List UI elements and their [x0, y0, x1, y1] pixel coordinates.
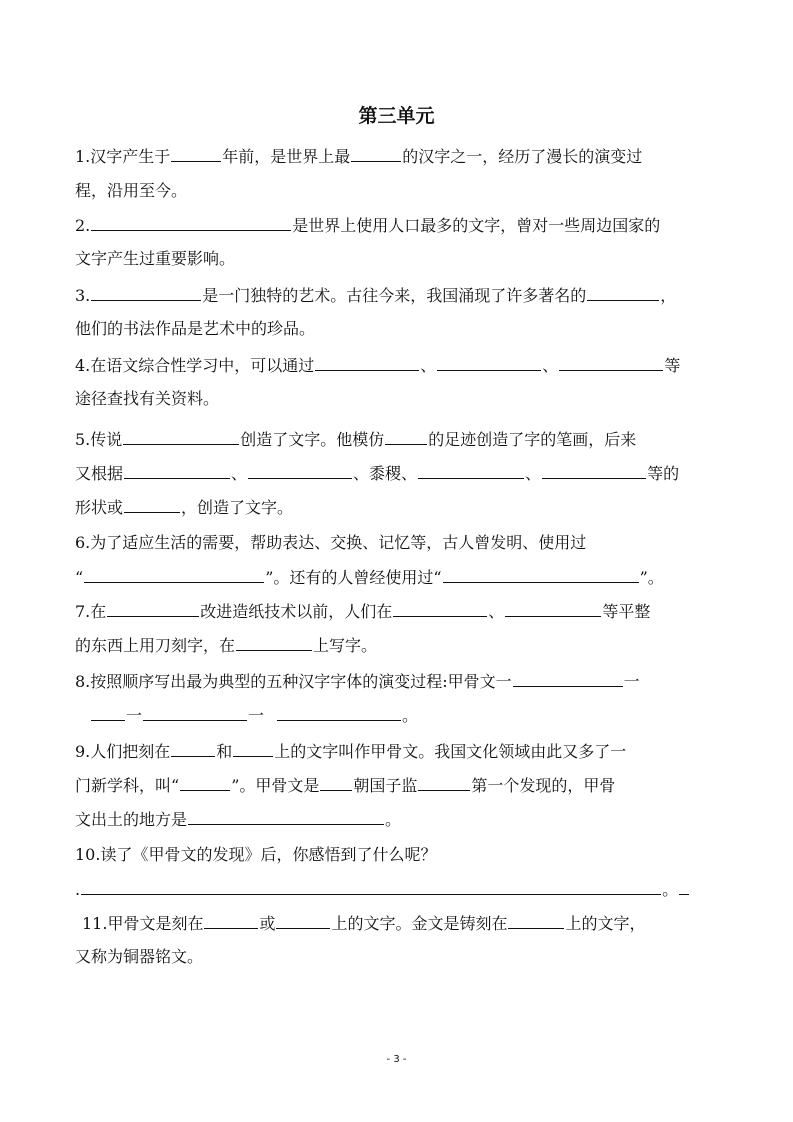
q2-text-b: 是世界上使用人口最多的文字，曾对一些周边国家的 [292, 216, 661, 235]
q7-text-e: 上写字。 [313, 636, 378, 655]
q9-blank2[interactable] [233, 740, 273, 757]
q7-line1 [75, 600, 650, 623]
q9-blank3[interactable] [180, 774, 230, 791]
q11-line1 [82, 912, 646, 935]
q9-text-e: ”。甲骨文是 [231, 776, 320, 795]
q9-blank6[interactable] [188, 808, 384, 825]
q8-text-a: 8.按照顺序写出最为典型的五种汉字字体的演变过程:甲骨文一 [75, 672, 512, 691]
q9-text-d: 门新学科，叫“ [75, 776, 180, 795]
q11-text-b: 或 [259, 914, 276, 933]
q11-line2: 又称为铜器铭文。 [75, 947, 204, 966]
q10-text-a: . [75, 880, 81, 899]
q6-line2 [75, 566, 664, 589]
q5-text-a: 5.传说 [75, 430, 123, 449]
q6-blank2[interactable] [443, 566, 639, 583]
q6-text-a: “ [75, 568, 84, 587]
q6-text-c: ”。 [639, 568, 664, 587]
q7-text-d: 的东西上用刀刻字，在 [75, 636, 236, 655]
q7-text-b: 改进造纸技术以前，人们在 [200, 602, 393, 621]
q8-blank1[interactable] [513, 670, 623, 687]
q1-blank2[interactable] [351, 145, 401, 162]
q3-blank2[interactable] [587, 284, 659, 301]
q1-blank1[interactable] [171, 145, 221, 162]
q4-text-b: 等 [664, 356, 681, 375]
q4-blank3[interactable] [559, 354, 663, 371]
q4-text-a: 4.在语文综合性学习中，可以通过 [75, 356, 315, 375]
q11-blank3[interactable] [508, 912, 564, 929]
q8-blank2[interactable] [91, 704, 125, 721]
page-title: 第三单元 [358, 105, 435, 127]
q7-blank3[interactable] [505, 600, 601, 617]
q9-line3 [75, 808, 401, 831]
q1-text-a: 1.汉字产生于 [75, 147, 171, 166]
q5-line3 [75, 496, 293, 519]
q6-text-b: ”。还有的人曾经使用过“ [265, 568, 442, 587]
q5-blank3[interactable] [124, 462, 230, 479]
q11-text-d: 上的文字， [565, 914, 646, 933]
q7-sep1: 、 [488, 602, 505, 621]
q3-text-c: ， [660, 286, 677, 305]
q9-line1 [75, 740, 626, 763]
q4-line1 [75, 354, 680, 377]
q7-blank4[interactable] [236, 634, 312, 651]
q8-line2 [90, 704, 418, 727]
q1-line2: 程，沿用至今。 [75, 181, 188, 200]
q8-text-b: 一 [623, 672, 640, 691]
q9-line2 [75, 774, 615, 797]
q5-text-c: 的足迹创造了字的笔画，后来 [428, 430, 637, 449]
q6-line1: 6.为了适应生活的需要，帮助表达、交换、记忆等，古人曾发明、使用过 [75, 533, 587, 552]
q8-blank4[interactable] [277, 704, 401, 721]
q5-blank2[interactable] [385, 428, 427, 445]
q9-text-a: 9.人们把刻在 [75, 742, 171, 761]
q3-blank1[interactable] [91, 284, 201, 301]
q7-text-a: 7.在 [75, 602, 107, 621]
q9-blank1[interactable] [171, 740, 215, 757]
q10-answer-tail [679, 878, 689, 895]
q10-line1: 10.读了《甲骨文的发现》后，你感悟到了什么呢？ [75, 845, 437, 864]
q8-text-e: 。 [402, 706, 419, 725]
q5-blank1[interactable] [123, 428, 239, 445]
q5-line2 [75, 462, 679, 485]
q8-blank3[interactable] [143, 704, 247, 721]
q11-blank1[interactable] [204, 912, 258, 929]
q8-text-c: 一 [126, 706, 143, 725]
q9-text-i: 。 [385, 810, 402, 829]
q5-blank6[interactable] [542, 462, 646, 479]
q4-line2: 途径查找有关资料。 [75, 389, 220, 408]
q9-text-g: 第一个发现的，甲骨 [471, 776, 616, 795]
q9-text-f: 朝国子监 [353, 776, 418, 795]
q11-text-a: 11.甲骨文是刻在 [82, 914, 204, 933]
q4-blank2[interactable] [437, 354, 541, 371]
q5-text-f: 等的 [647, 464, 680, 483]
q5-text-h: ，创造了文字。 [181, 498, 294, 517]
q1-text-b: 年前，是世界上最 [222, 147, 351, 166]
q5-blank5[interactable] [418, 462, 524, 479]
q5-blank4[interactable] [248, 462, 352, 479]
q5-sep1: 、 [231, 464, 248, 483]
q4-sep2: 、 [542, 356, 559, 375]
q5-text-g: 形状或 [75, 498, 124, 517]
q9-text-b: 和 [216, 742, 233, 761]
q5-text-e: 、黍稷、 [353, 464, 418, 483]
q7-text-c: 等平整 [602, 602, 651, 621]
q7-blank1[interactable] [107, 600, 199, 617]
q3-text-b: 是一门独特的艺术。古往今来，我国涌现了许多著名的 [202, 286, 587, 305]
page-number: - 3 - [386, 1054, 407, 1065]
q2-blank1[interactable] [91, 214, 291, 231]
q11-text-c: 上的文字。金文是铸刻在 [331, 914, 508, 933]
q8-text-d: 一 [248, 706, 265, 725]
q8-line1 [75, 670, 640, 693]
q9-blank5[interactable] [418, 774, 470, 791]
q11-blank2[interactable] [276, 912, 330, 929]
q10-answer-line[interactable] [81, 878, 661, 895]
q2-line2: 文字产生过重要影响。 [75, 249, 236, 268]
q7-blank2[interactable] [393, 600, 487, 617]
q3-text-a: 3. [75, 286, 91, 305]
q2-text-a: 2. [75, 216, 91, 235]
q5-blank7[interactable] [124, 496, 180, 513]
q4-blank1[interactable] [315, 354, 419, 371]
q9-text-h: 文出土的地方是 [75, 810, 188, 829]
q9-text-c: 上的文字叫作甲骨文。我国文化领域由此又多了一 [274, 742, 627, 761]
q5-sep2: 、 [525, 464, 542, 483]
q1-line1 [75, 145, 642, 168]
q10-line2 [75, 878, 690, 901]
q9-blank4[interactable] [320, 774, 352, 791]
q5-text-b: 创造了文字。他模仿 [240, 430, 385, 449]
q4-sep1: 、 [420, 356, 437, 375]
q10-text-b: 。 [662, 880, 679, 899]
q1-text-c: 的汉字之一，经历了漫长的演变过 [402, 147, 643, 166]
q6-blank1[interactable] [84, 566, 264, 583]
q7-line2 [75, 634, 377, 657]
q2-line1 [75, 214, 660, 237]
q5-text-d: 又根据 [75, 464, 124, 483]
q5-line1 [75, 428, 636, 451]
q3-line2: 他们的书法作品是艺术中的珍品。 [75, 319, 316, 338]
q3-line1 [75, 284, 676, 307]
